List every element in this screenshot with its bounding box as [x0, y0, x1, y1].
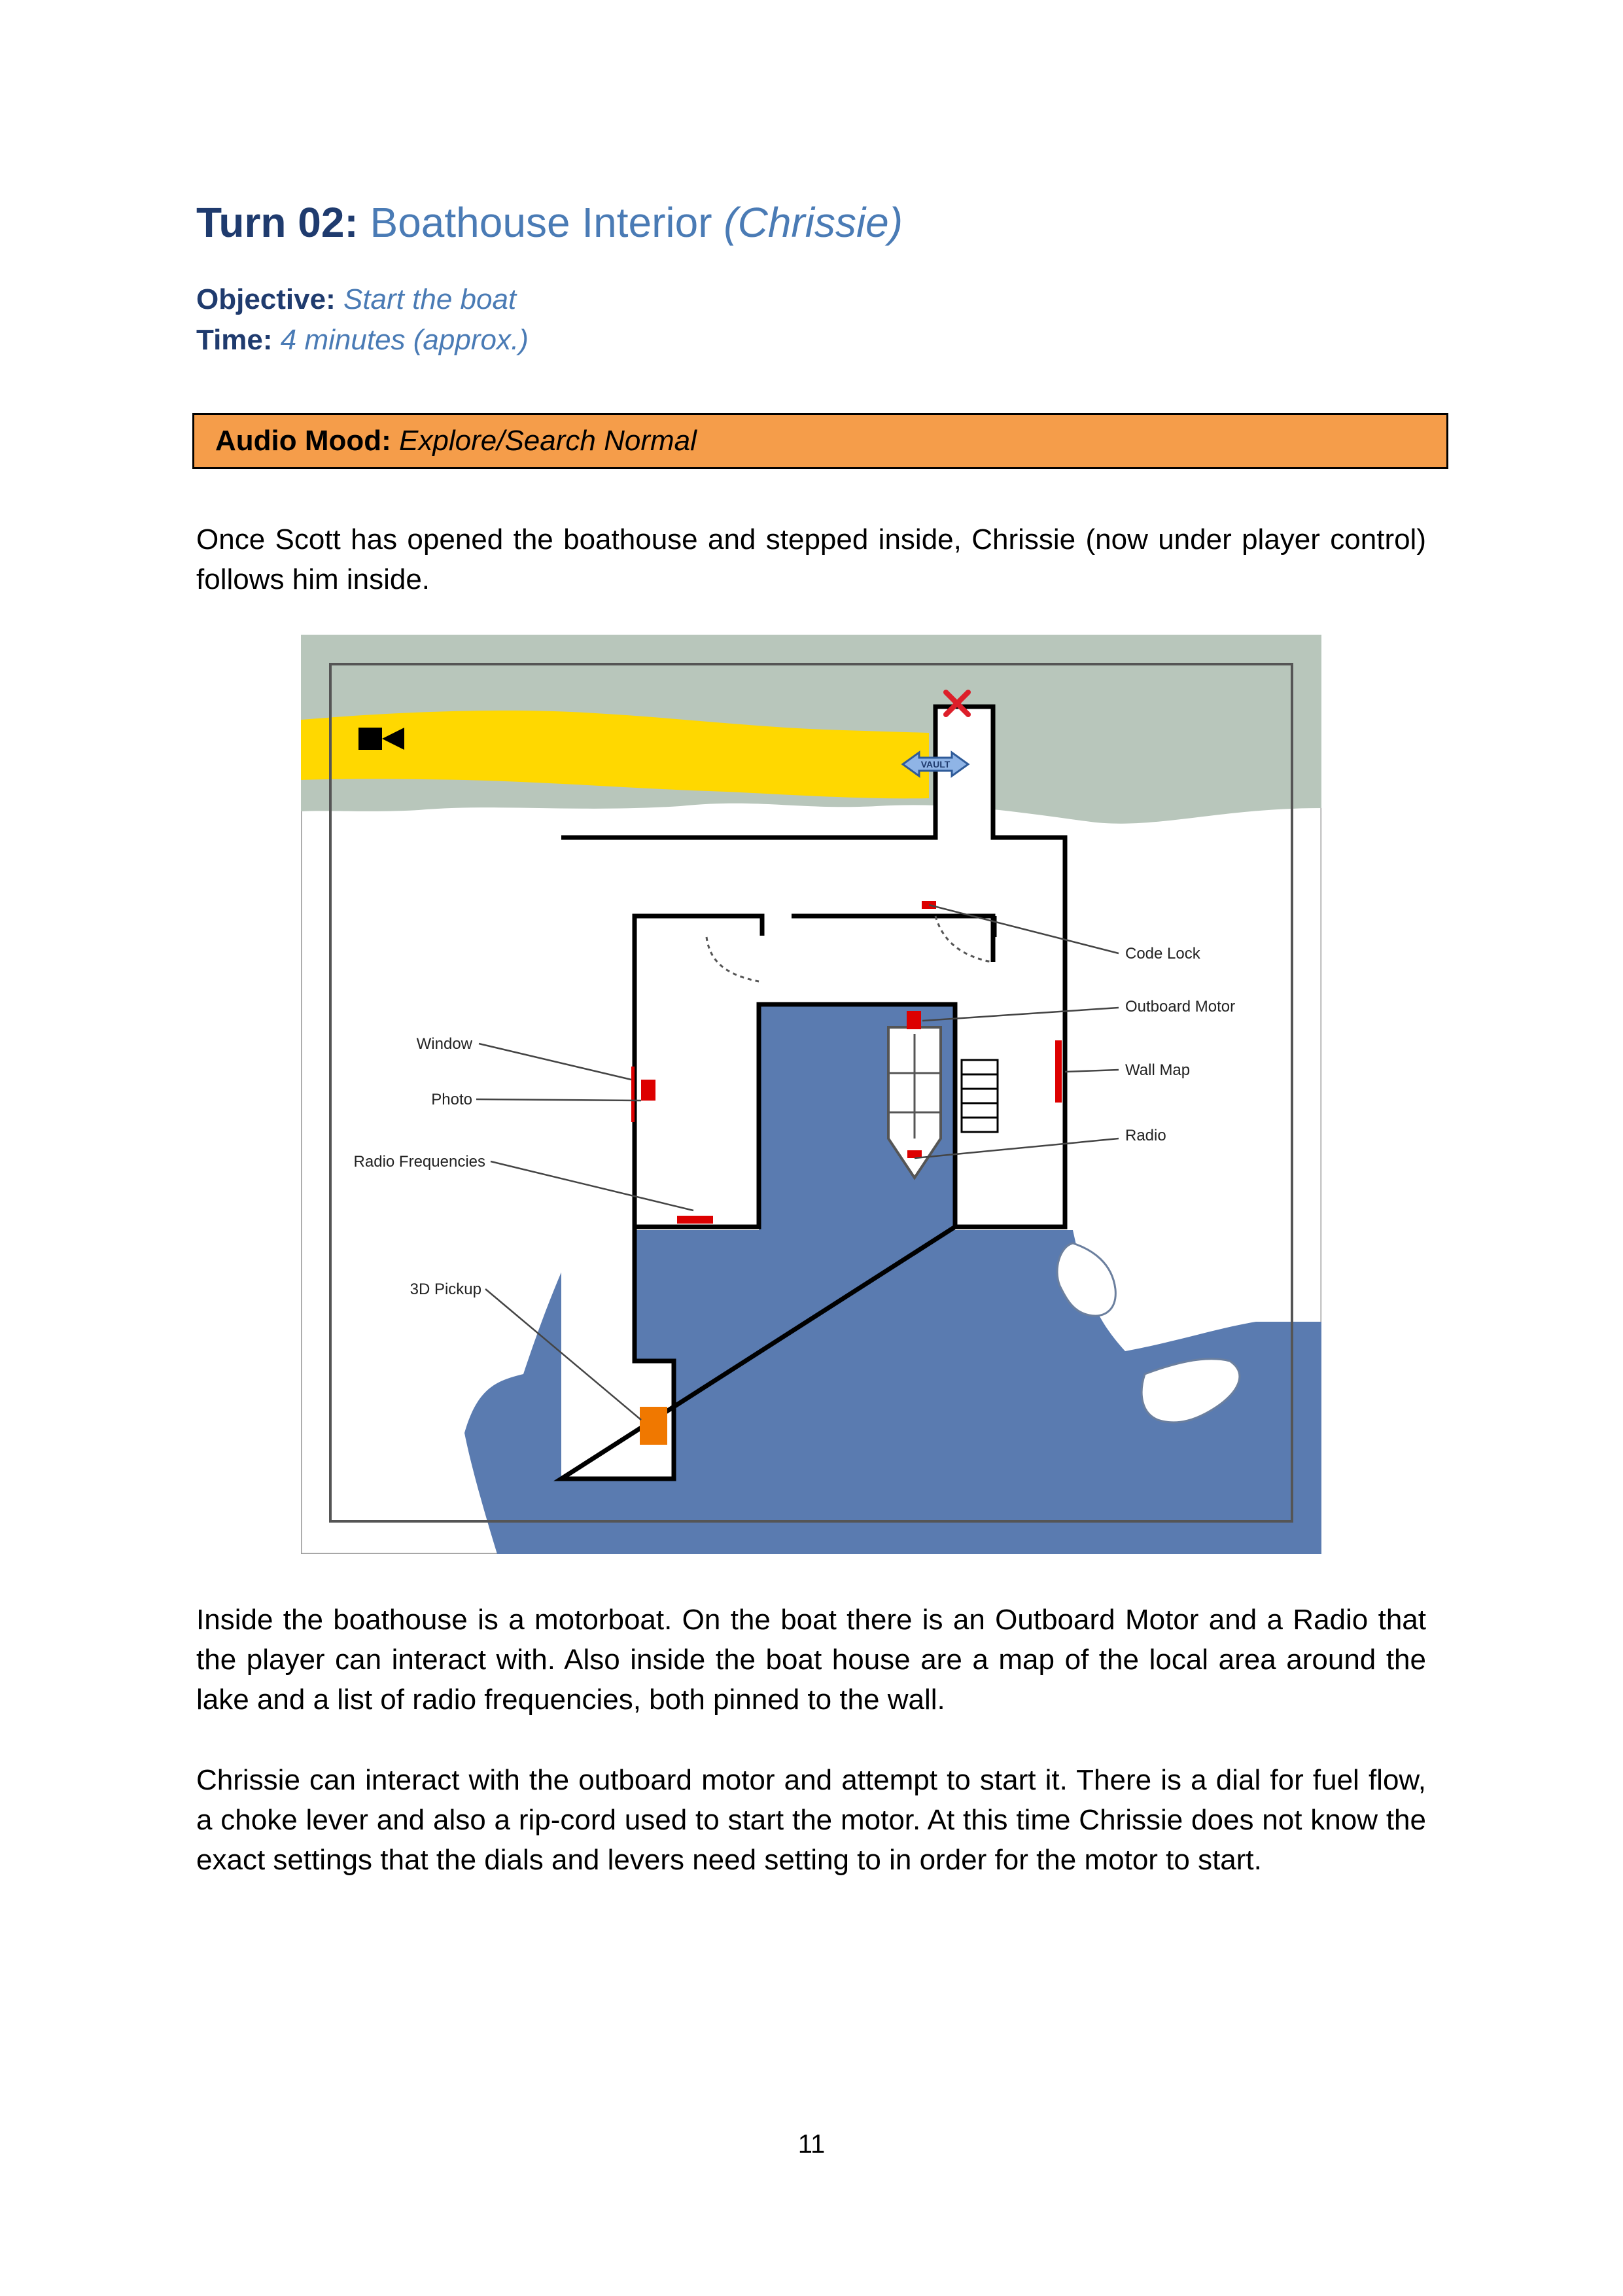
time-value: 4 minutes (approx.) [280, 324, 529, 356]
wall-map-marker [1055, 1040, 1062, 1103]
callout-outboard-motor: Outboard Motor [1125, 998, 1236, 1016]
dock-stairs [962, 1060, 998, 1132]
boathouse-map [301, 635, 1321, 1554]
turn-character: (Chrissie) [724, 199, 903, 246]
turn-name: Boathouse Interior [370, 199, 712, 246]
page-number: 11 [797, 2130, 826, 2159]
outboard-motor-marker [907, 1011, 921, 1029]
callout-radio: Radio [1125, 1127, 1166, 1144]
audio-mood-box [192, 413, 1448, 469]
page-title [196, 196, 903, 249]
callout-code-lock: Code Lock [1125, 945, 1200, 963]
callout-photo: Photo [431, 1091, 472, 1108]
body-paragraph: Inside the boathouse is a motorboat. On the boat there is an Outboard Motor and a Radio that the player can interact with. Also inside the boat house are a map of the local area around the lake and a list of radio frequencies, both pinned to the wall. [196, 1604, 1426, 1716]
callout-window: Window [416, 1035, 472, 1053]
callout-3d-pickup: 3D Pickup [410, 1280, 481, 1298]
intro-paragraph: Once Scott has opened the boathouse and stepped inside, Chrissie (now under player control) follows him inside. [196, 523, 1426, 595]
audio-mood-value: Explore/Search Normal [399, 425, 697, 457]
pickup-3d-marker [640, 1407, 667, 1445]
objective-value: Start the boat [343, 283, 517, 315]
audio-mood-label: Audio Mood: [215, 425, 391, 457]
window-marker [631, 1067, 635, 1122]
body-paragraph: Chrissie can interact with the outboard motor and attempt to start it. There is a dial for fuel flow, a choke lever and also a rip-cord used to start the motor. At this time Chrissie does not know the exact settings that the dials and levers need setting to in order for the motor to start. [196, 1764, 1426, 1876]
time-line [196, 321, 529, 360]
photo-marker [641, 1080, 655, 1101]
objective-line [196, 280, 516, 319]
radio-frequencies-marker [677, 1216, 713, 1224]
turn-number: Turn 02: [196, 199, 358, 246]
vault-label: VAULT [920, 759, 951, 769]
objective-label: Objective: [196, 283, 336, 315]
callout-wall-map: Wall Map [1125, 1061, 1191, 1079]
time-label: Time: [196, 324, 273, 356]
callout-radio-frequencies: Radio Frequencies [353, 1153, 485, 1171]
